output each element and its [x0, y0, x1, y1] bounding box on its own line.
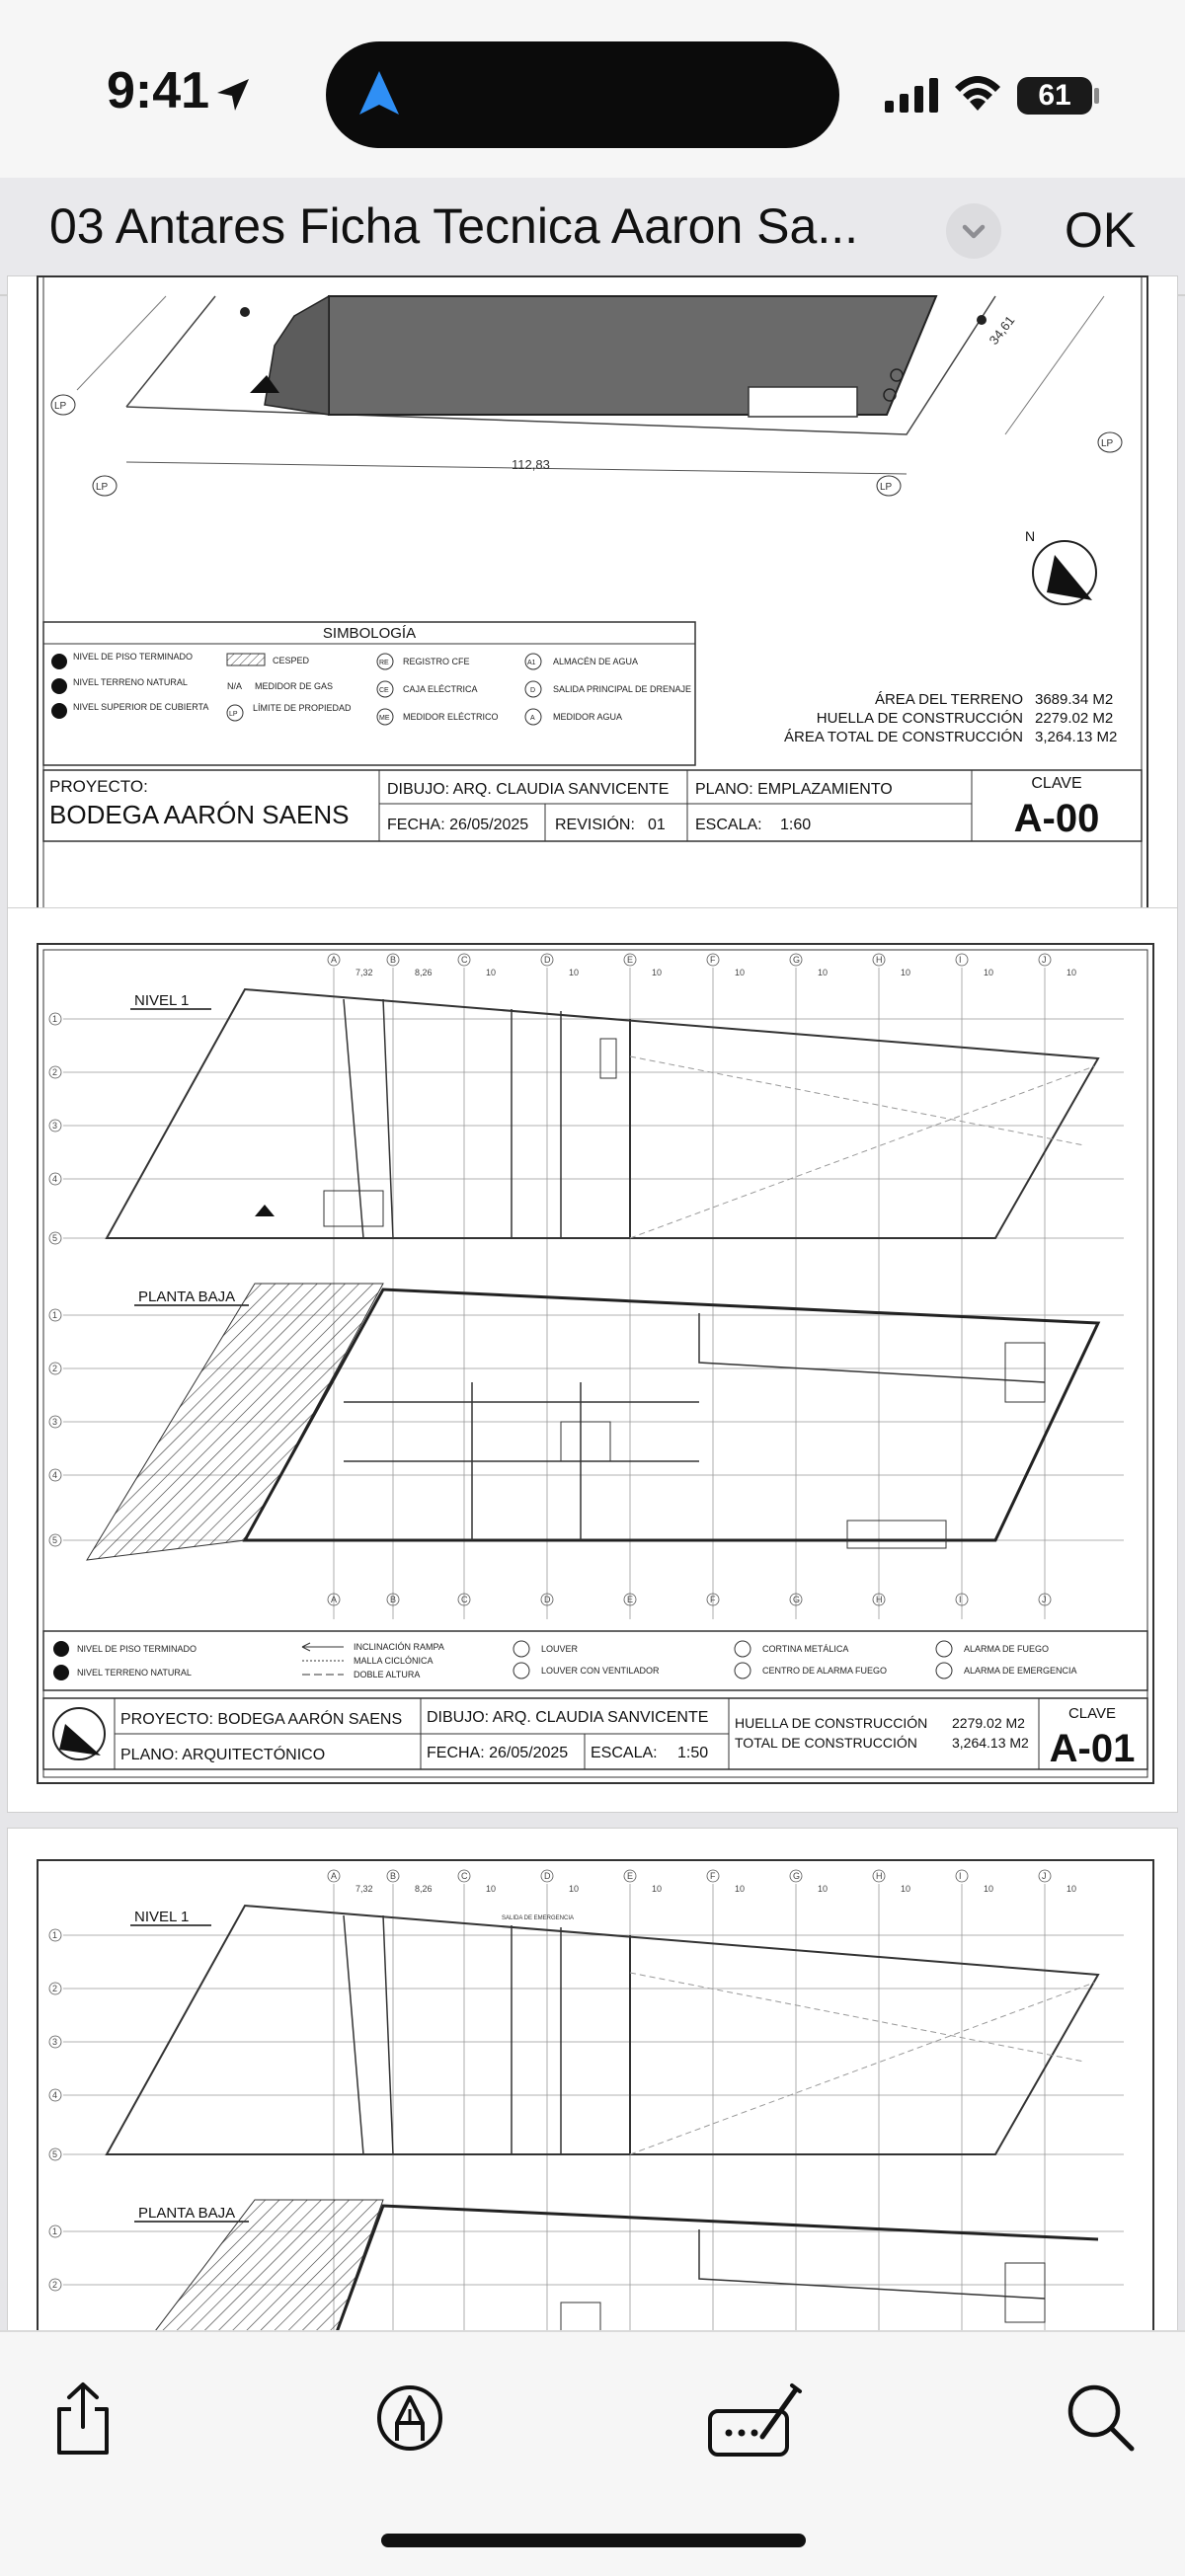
grid-column-label: C	[461, 1595, 468, 1604]
grid-spacing-label: 10	[818, 968, 829, 977]
svg-text:LOUVER: LOUVER	[541, 1644, 579, 1654]
grid-row-label: 2	[52, 1067, 58, 1077]
svg-text:N: N	[1025, 528, 1036, 544]
svg-text:CESPED: CESPED	[273, 656, 310, 665]
navigation-app-icon	[357, 69, 401, 118]
grid-column-label: J	[1042, 1595, 1047, 1604]
huella-value: 2279.02 M2	[952, 1715, 1025, 1731]
grid-row-label: 1	[52, 1310, 58, 1320]
svg-text:LOUVER CON VENTILADOR: LOUVER CON VENTILADOR	[541, 1666, 660, 1676]
svg-text:MALLA CICLÓNICA: MALLA CICLÓNICA	[354, 1656, 434, 1666]
north-arrow-icon	[1025, 528, 1096, 604]
grid-row-label: 1	[52, 1014, 58, 1024]
grid-spacing-label: 8,26	[415, 968, 433, 977]
svg-text:A1: A1	[527, 660, 536, 666]
grid-column-label: D	[544, 955, 551, 965]
project-name: PROYECTO: BODEGA AARÓN SAENS	[120, 1711, 403, 1728]
grid-spacing-label: 10	[486, 968, 497, 977]
grid-row-label: 2	[52, 1364, 58, 1373]
property-limit-marker	[51, 395, 75, 415]
document-title[interactable]: 03 Antares Ficha Tecnica Aaron Sa...	[49, 198, 859, 254]
scale-label: ESCALA:	[591, 1745, 658, 1761]
architectural-plan-drawing	[8, 908, 1177, 1812]
grid-column-label: F	[710, 955, 716, 965]
grid-row-label: 1	[52, 2226, 58, 2236]
grid-spacing-label: 10	[735, 968, 746, 977]
emergency-exit-label: SALIDA DE EMERGENCIA	[502, 1915, 575, 1921]
grid-spacing-label: 10	[486, 1884, 497, 1894]
grid-column-label: B	[390, 1871, 397, 1881]
grid-row-label: 2	[52, 1984, 58, 1993]
grid-spacing-label: 10	[569, 968, 580, 977]
dimension-right: 34,61	[986, 312, 1018, 348]
grid-column-label: J	[1042, 1871, 1047, 1881]
grid-column-label: E	[627, 955, 634, 965]
share-icon[interactable]	[51, 2381, 115, 2457]
svg-text:D: D	[530, 687, 536, 694]
grid-column-label: H	[876, 1595, 883, 1604]
revision-value: 01	[648, 817, 666, 833]
search-icon[interactable]	[1065, 2381, 1136, 2453]
grid-spacing-label: 10	[984, 1884, 994, 1894]
property-limit-marker	[93, 476, 117, 496]
grid-spacing-label: 10	[984, 968, 994, 977]
svg-text:SALIDA PRINCIPAL DE DRENAJE: SALIDA PRINCIPAL DE DRENAJE	[553, 684, 692, 694]
planta-baja-label: PLANTA BAJA	[138, 2205, 236, 2222]
grid-column-label: H	[876, 1871, 883, 1881]
huella-label: HUELLA DE CONSTRUCCIÓN	[735, 1715, 928, 1731]
grid-column-bubble	[956, 1870, 968, 1882]
grid-row-label: 4	[52, 1174, 58, 1184]
grid-column-label: B	[390, 955, 397, 965]
grid-column-bubble	[956, 954, 968, 966]
scale-value: 1:50	[677, 1745, 709, 1761]
grid-column-label: J	[1042, 955, 1047, 965]
key-label: CLAVE	[1031, 775, 1082, 792]
grid-spacing-label: 10	[735, 1884, 746, 1894]
grid-column-label: C	[461, 955, 468, 965]
area-terreno-value: 3689.34 M2	[1035, 691, 1114, 708]
cellular-signal-icon	[885, 77, 940, 113]
svg-text:CE: CE	[379, 687, 389, 694]
grid-column-label: D	[544, 1871, 551, 1881]
svg-text:LP: LP	[1101, 438, 1114, 449]
status-bar	[0, 0, 1185, 178]
area-huella-label: HUELLA DE CONSTRUCCIÓN	[816, 710, 1023, 727]
grid-column-label: I	[959, 1595, 962, 1604]
area-huella-value: 2279.02 M2	[1035, 710, 1114, 727]
grid-column-label: F	[710, 1871, 716, 1881]
key-value: A-00	[1013, 797, 1100, 840]
grid-spacing-label: 10	[1066, 968, 1077, 977]
nivel-1-label: NIVEL 1	[134, 1909, 190, 1925]
symbology-title: SIMBOLOGÍA	[322, 625, 417, 642]
home-indicator	[381, 2534, 806, 2547]
area-total-value: 3,264.13 M2	[1035, 729, 1118, 745]
svg-text:ALARMA DE EMERGENCIA: ALARMA DE EMERGENCIA	[964, 1666, 1077, 1676]
project-name: BODEGA AARÓN SAENS	[49, 800, 350, 829]
grid-row-label: 3	[52, 1121, 58, 1131]
status-time: 9:41	[107, 62, 210, 119]
area-total-label: ÁREA TOTAL DE CONSTRUCCIÓN	[784, 729, 1023, 745]
grid-column-label: A	[331, 1595, 338, 1604]
grid-spacing-label: 10	[818, 1884, 829, 1894]
done-button[interactable]: OK	[1065, 202, 1137, 258]
dynamic-island	[326, 41, 839, 148]
svg-text:NIVEL TERRENO NATURAL: NIVEL TERRENO NATURAL	[73, 677, 188, 687]
area-terreno-label: ÁREA DEL TERRENO	[874, 691, 1023, 708]
svg-text:LP: LP	[229, 711, 238, 718]
svg-text:LP: LP	[880, 482, 893, 493]
scale-value: 1:60	[780, 817, 812, 833]
svg-text:INCLINACIÓN RAMPA: INCLINACIÓN RAMPA	[354, 1642, 444, 1652]
grid-spacing-label: 7,32	[356, 1884, 373, 1894]
grid-column-label: I	[959, 1871, 962, 1881]
grid-row-label: 4	[52, 1470, 58, 1480]
svg-text:MEDIDOR AGUA: MEDIDOR AGUA	[553, 712, 623, 722]
drawn-by: DIBUJO: ARQ. CLAUDIA SANVICENTE	[427, 1709, 709, 1726]
grid-row-label: 5	[52, 1535, 58, 1545]
grid-spacing-label: 7,32	[356, 968, 373, 977]
date: FECHA: 26/05/2025	[387, 817, 529, 833]
svg-text:NIVEL DE PISO TERMINADO: NIVEL DE PISO TERMINADO	[73, 652, 194, 662]
key-value: A-01	[1049, 1727, 1136, 1770]
drawn-by: DIBUJO: ARQ. CLAUDIA SANVICENTE	[387, 781, 670, 798]
plan-type: PLANO: ARQUITECTÓNICO	[120, 1747, 326, 1763]
grid-column-label: A	[331, 955, 338, 965]
svg-text:NIVEL SUPERIOR DE CUBIERTA: NIVEL SUPERIOR DE CUBIERTA	[73, 702, 209, 712]
planta-baja-label: PLANTA BAJA	[138, 1288, 236, 1305]
svg-text:CAJA ELÉCTRICA: CAJA ELÉCTRICA	[403, 684, 478, 694]
date: FECHA: 26/05/2025	[427, 1745, 569, 1761]
grid-row-label: 3	[52, 1417, 58, 1427]
svg-text:CORTINA METÁLICA: CORTINA METÁLICA	[762, 1644, 849, 1654]
svg-text:A: A	[530, 715, 535, 722]
wifi-icon	[952, 71, 1003, 113]
grid-spacing-label: 10	[569, 1884, 580, 1894]
grid-column-label: E	[627, 1871, 634, 1881]
grid-column-label: G	[793, 955, 801, 965]
grid-row-label: 5	[52, 1233, 58, 1243]
svg-text:ALARMA DE FUEGO: ALARMA DE FUEGO	[964, 1644, 1050, 1654]
plan-type: PLANO: EMPLAZAMIENTO	[695, 781, 893, 798]
svg-text:MEDIDOR ELÉCTRICO: MEDIDOR ELÉCTRICO	[403, 712, 499, 722]
location-arrow-icon	[213, 75, 253, 115]
battery-indicator: 61	[1017, 77, 1092, 115]
svg-text:REGISTRO CFE: REGISTRO CFE	[403, 657, 470, 666]
svg-text:NIVEL DE PISO TERMINADO: NIVEL DE PISO TERMINADO	[77, 1644, 198, 1654]
grid-spacing-label: 10	[901, 1884, 911, 1894]
svg-text:ALMACÉN DE AGUA: ALMACÉN DE AGUA	[553, 657, 639, 666]
pdf-page-2	[8, 908, 1177, 1812]
svg-text:ME: ME	[379, 715, 390, 722]
key-label: CLAVE	[1067, 1705, 1117, 1722]
svg-text:LÍMITE DE PROPIEDAD: LÍMITE DE PROPIEDAD	[253, 703, 352, 713]
total-label: TOTAL DE CONSTRUCCIÓN	[735, 1735, 917, 1751]
grid-column-label: F	[710, 1595, 716, 1604]
battery-nub	[1094, 88, 1099, 104]
svg-text:NIVEL TERRENO NATURAL: NIVEL TERRENO NATURAL	[77, 1668, 192, 1678]
property-limit-marker	[877, 476, 901, 496]
grid-column-label: B	[390, 1595, 397, 1604]
grid-row-label: 4	[52, 2090, 58, 2100]
grid-spacing-label: 10	[652, 1884, 663, 1894]
grid-row-label: 5	[52, 2149, 58, 2159]
grid-row-label: 1	[52, 1930, 58, 1940]
grid-column-label: C	[461, 1871, 468, 1881]
grid-spacing-label: 8,26	[415, 1884, 433, 1894]
grid-column-label: G	[793, 1595, 801, 1604]
north-arrow-icon	[53, 1708, 105, 1759]
svg-text:CENTRO DE ALARMA FUEGO: CENTRO DE ALARMA FUEGO	[762, 1666, 888, 1676]
grid-row-label: 3	[52, 2037, 58, 2047]
grid-row-label: 2	[52, 2280, 58, 2290]
grid-column-label: I	[959, 955, 962, 965]
svg-text:MEDIDOR DE GAS: MEDIDOR DE GAS	[255, 681, 334, 691]
total-value: 3,264.13 M2	[952, 1735, 1029, 1751]
dimension-bottom: 112,83	[512, 457, 550, 472]
grid-spacing-label: 10	[901, 968, 911, 977]
document-scroll-area[interactable]	[0, 296, 1185, 2330]
nivel-1-label: NIVEL 1	[134, 992, 190, 1009]
project-label: PROYECTO:	[49, 777, 148, 796]
svg-text:LP: LP	[96, 482, 109, 493]
grid-spacing-label: 10	[1066, 1884, 1077, 1894]
grid-column-label: G	[793, 1871, 801, 1881]
grid-column-label: H	[876, 955, 883, 965]
chevron-down-icon	[946, 203, 1001, 259]
svg-text:DOBLE ALTURA: DOBLE ALTURA	[354, 1670, 421, 1679]
grid-column-label: D	[544, 1595, 551, 1604]
svg-text:N/A: N/A	[227, 681, 243, 691]
grid-column-label: E	[627, 1595, 634, 1604]
grid-column-label: A	[331, 1871, 338, 1881]
svg-text:RE: RE	[379, 660, 389, 666]
title-menu-button[interactable]	[946, 203, 1001, 259]
svg-text:LP: LP	[54, 401, 67, 412]
markup-icon[interactable]	[375, 2383, 444, 2453]
signature-icon[interactable]	[707, 2380, 802, 2459]
grid-spacing-label: 10	[652, 968, 663, 977]
revision-label: REVISIÓN:	[555, 817, 635, 833]
property-limit-marker	[1098, 432, 1122, 452]
scale-label: ESCALA:	[695, 817, 762, 833]
